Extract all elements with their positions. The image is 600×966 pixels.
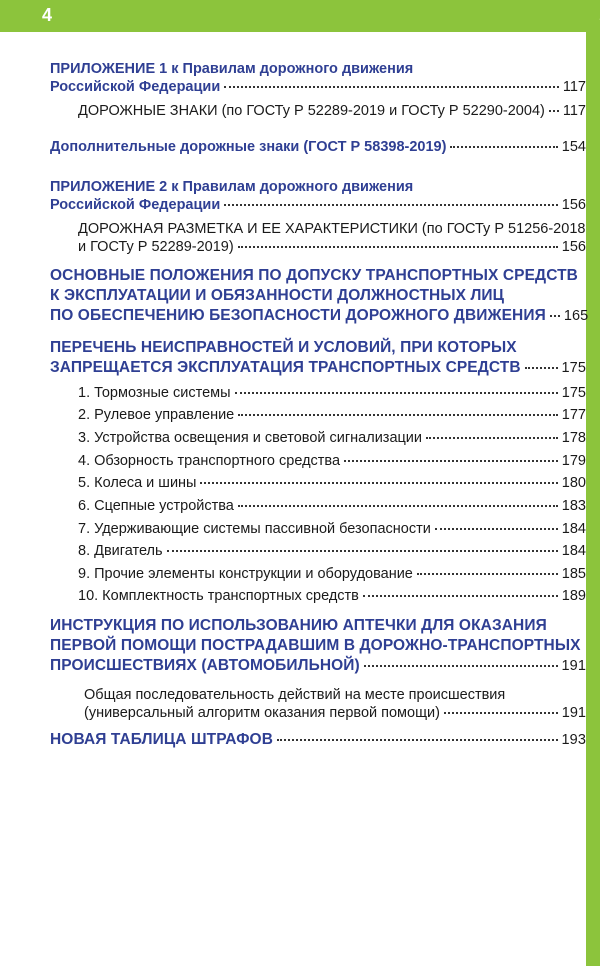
toc-line: (универсальный алгоритм оказания первой помощи) (84, 705, 440, 721)
toc-entry-additional-signs[interactable] (50, 138, 586, 156)
toc-item-wheels[interactable] (50, 474, 586, 492)
toc-line: ПРОИСШЕСТВИЯХ (АВТОМОБИЛЬНОЙ) (50, 657, 360, 674)
leader-dots (167, 550, 558, 552)
toc-page: 184 (561, 521, 586, 537)
toc-line: ПЕРВОЙ ПОМОЩИ ПОСТРАДАВШИМ В ДОРОЖНО-ТРАНСПОРТНЫХ (50, 637, 581, 654)
toc-item-lighting[interactable] (50, 429, 586, 447)
toc-page: 183 (561, 498, 586, 514)
leader-dots (224, 86, 559, 88)
toc-line: ПРИЛОЖЕНИЕ 1 к Правилам дорожного движения (50, 61, 414, 77)
toc-line: 10. Комплектность транспортных средств (78, 588, 359, 604)
leader-dots (435, 528, 558, 530)
page-number: 4 (42, 5, 53, 25)
toc-page: 189 (561, 588, 586, 604)
leader-dots (224, 204, 558, 206)
leader-dots (549, 110, 559, 112)
toc-entry-fines-table[interactable] (50, 730, 586, 750)
toc-item-couplings[interactable] (50, 497, 586, 515)
leader-dots (200, 482, 557, 484)
toc-page: 179 (561, 453, 586, 469)
toc-line: ИНСТРУКЦИЯ ПО ИСПОЛЬЗОВАНИЮ АПТЕЧКИ ДЛЯ ОКАЗАНИЯ (50, 617, 547, 634)
toc-line: НОВАЯ ТАБЛИЦА ШТРАФОВ (50, 731, 273, 748)
toc-line: 1. Тормозные системы (78, 385, 231, 401)
leader-dots (364, 665, 558, 667)
toc-page: 156 (561, 239, 586, 255)
toc-line: ПЕРЕЧЕНЬ НЕИСПРАВНОСТЕЙ И УСЛОВИЙ, ПРИ КОТОРЫХ (50, 339, 517, 356)
leader-dots (238, 246, 558, 248)
toc-page: 175 (561, 360, 586, 376)
leader-dots (444, 712, 558, 714)
toc-page: 165 (563, 308, 589, 324)
toc-line: ПРИЛОЖЕНИЕ 2 к Правилам дорожного движения (50, 179, 414, 195)
toc-page: 191 (561, 658, 586, 674)
toc-page: 178 (561, 430, 586, 446)
toc-line: 9. Прочие элементы конструкции и оборудование (78, 566, 413, 582)
toc-page: 184 (561, 543, 586, 559)
toc-line: ДОРОЖНЫЕ ЗНАКИ (по ГОСТу Р 52289-2019 и ГОСТу Р 52290-2004) (78, 103, 545, 119)
toc-page: 185 (561, 566, 586, 582)
toc-item-engine[interactable] (50, 542, 586, 560)
leader-dots (426, 437, 558, 439)
toc-entry-first-aid-algorithm[interactable] (84, 686, 586, 722)
toc-entry-road-signs[interactable] (50, 102, 586, 120)
leader-dots (238, 505, 558, 507)
toc-line: Российской Федерации (50, 197, 221, 213)
toc-entry-road-marking[interactable] (50, 220, 586, 256)
toc-line: 2. Рулевое управление (78, 407, 235, 423)
leader-dots (277, 739, 558, 741)
toc-line: 8. Двигатель (78, 543, 163, 559)
toc-entry-basic-provisions[interactable] (50, 266, 589, 326)
toc-line: Российской Федерации (50, 79, 221, 95)
leader-dots (344, 460, 558, 462)
leader-dots (450, 146, 557, 148)
toc-item-completeness[interactable] (50, 587, 586, 605)
toc-page: 156 (561, 197, 586, 213)
leader-dots (363, 595, 558, 597)
leader-dots (550, 315, 560, 317)
toc-line: К ЭКСПЛУАТАЦИИ И ОБЯЗАННОСТИ ДОЛЖНОСТНЫХ ЛИЦ (50, 287, 505, 304)
toc-page: 193 (561, 732, 586, 748)
toc-item-visibility[interactable] (50, 452, 586, 470)
header-bar (0, 0, 600, 32)
toc-item-brakes[interactable] (50, 384, 586, 402)
toc-page: 180 (561, 475, 586, 491)
toc-line: 6. Сцепные устройства (78, 498, 234, 514)
toc-page: 154 (561, 139, 586, 155)
toc-line: 4. Обзорность транспортного средства (78, 453, 341, 469)
toc-entry-first-aid-kit[interactable] (50, 616, 586, 676)
toc-item-restraints[interactable] (50, 520, 586, 538)
toc-item-steering[interactable] (50, 406, 586, 424)
toc-page: 177 (561, 407, 586, 423)
toc-line: ОСНОВНЫЕ ПОЛОЖЕНИЯ ПО ДОПУСКУ ТРАНСПОРТНЫХ СРЕДСТВ (50, 267, 578, 284)
toc-line: ДОРОЖНАЯ РАЗМЕТКА И ЕЕ ХАРАКТЕРИСТИКИ (по ГОСТу Р 51256-2018 (78, 221, 586, 237)
leader-dots (525, 367, 558, 369)
toc-entry-appendix-1[interactable] (50, 60, 586, 96)
toc-page: 191 (561, 705, 586, 721)
toc-line: 5. Колеса и шины (78, 475, 197, 491)
toc-page: 117 (562, 103, 586, 119)
toc-entry-malfunctions[interactable] (50, 338, 586, 378)
toc-line: ЗАПРЕЩАЕТСЯ ЭКСПЛУАТАЦИЯ ТРАНСПОРТНЫХ СРЕДСТВ (50, 359, 521, 376)
leader-dots (417, 573, 558, 575)
toc-item-other-elements[interactable] (50, 565, 586, 583)
toc-line: 3. Устройства освещения и световой сигнализации (78, 430, 423, 446)
toc-entry-appendix-2[interactable] (50, 178, 586, 214)
toc-line: и ГОСТу Р 52289-2019) (78, 239, 234, 255)
toc-line: ПО ОБЕСПЕЧЕНИЮ БЕЗОПАСНОСТИ ДОРОЖНОГО ДВИЖЕНИЯ (50, 307, 546, 324)
toc-line: Общая последовательность действий на месте происшествия (84, 687, 506, 703)
toc-line: 7. Удерживающие системы пассивной безопасности (78, 521, 431, 537)
leader-dots (235, 392, 558, 394)
toc-line: Дополнительные дорожные знаки (ГОСТ Р 58398-2019) (50, 139, 447, 155)
leader-dots (238, 414, 558, 416)
green-side-strip (586, 20, 600, 966)
toc-page: 117 (562, 79, 586, 95)
toc-page: 175 (561, 385, 586, 401)
